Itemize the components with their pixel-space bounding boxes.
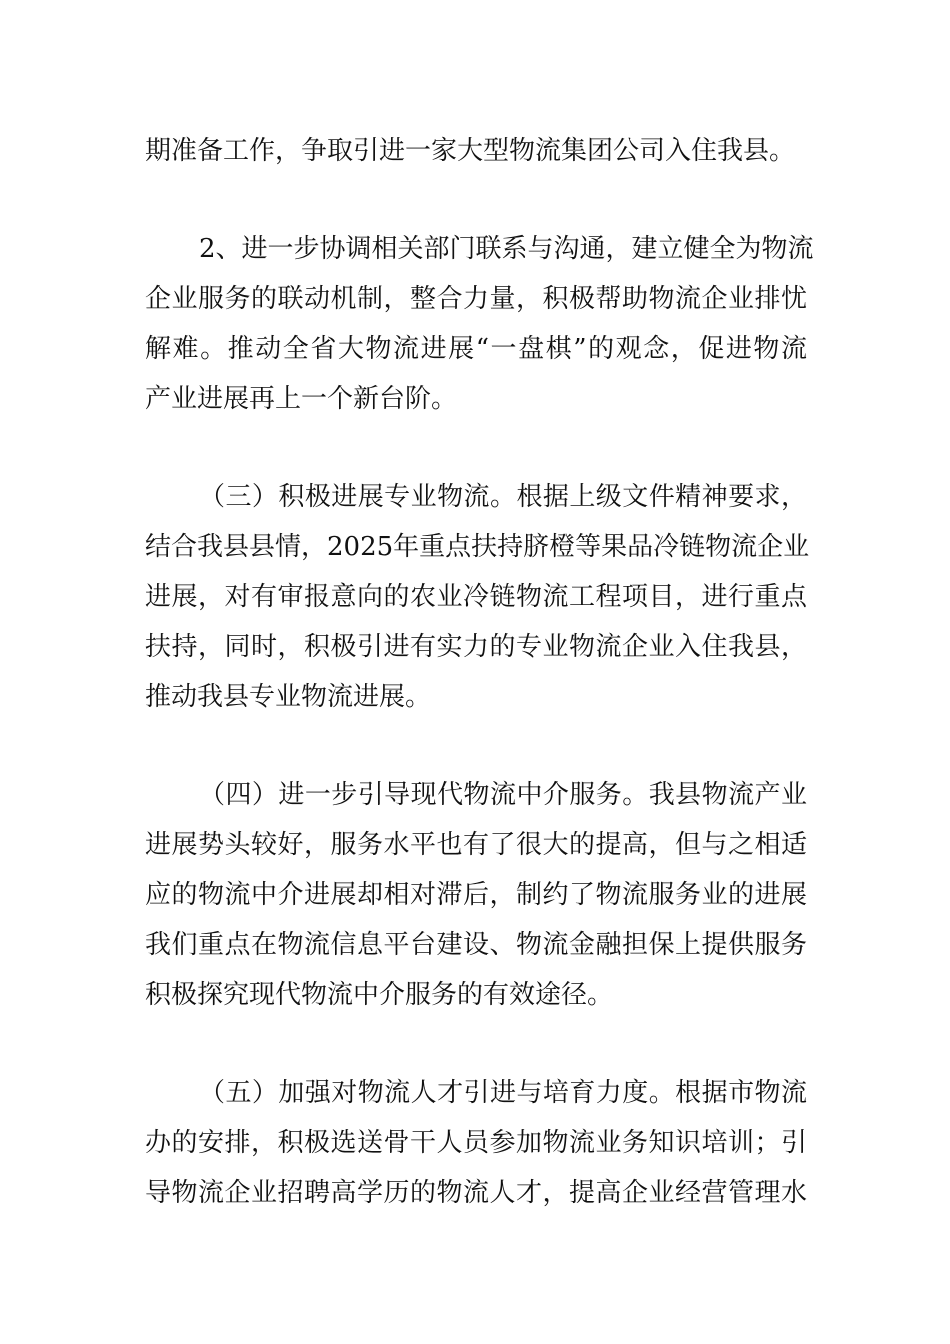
paragraph-4-line-2: 进展势头较好，服务水平也有了很大的提高，但与之相适 <box>145 830 807 860</box>
paragraph-3-line-3: 进展，对有审报意向的农业冷链物流工程项目，进行重点 <box>145 582 807 612</box>
paragraph-4-line-3: 应的物流中介进展却相对滞后，制约了物流服务业的进展 <box>145 880 807 910</box>
paragraph-2-line-4: 产业进展再上一个新台阶。 <box>145 384 458 414</box>
paragraph-2-line-2: 企业服务的联动机制，整合力量，积极帮助物流企业排忧 <box>145 284 807 314</box>
paragraph-2-line-3: 解难。推动全省大物流进展“一盘棋”的观念，促进物流 <box>145 334 807 364</box>
paragraph-5-line-1: （五）加强对物流人才引进与培育力度。根据市物流 <box>199 1078 807 1108</box>
paragraph-3-line-2: 结合我县县情，2025年重点扶持脐橙等果品冷链物流企业 <box>145 532 810 562</box>
paragraph-4-line-4: 我们重点在物流信息平台建设、物流金融担保上提供服务 <box>145 930 807 960</box>
paragraph-1-line-1: 期准备工作，争取引进一家大型物流集团公司入住我县。 <box>145 136 796 166</box>
paragraph-3-line-4: 扶持，同时，积极引进有实力的专业物流企业入住我县， <box>145 632 807 662</box>
paragraph-4-line-5: 积极探究现代物流中介服务的有效途径。 <box>145 980 614 1010</box>
paragraph-3-line-5: 推动我县专业物流进展。 <box>145 682 432 712</box>
paragraph-3-line-1: （三）积极进展专业物流。根据上级文件精神要求， <box>199 482 807 512</box>
paragraph-2-line-1: 2、进一步协调相关部门联系与沟通，建立健全为物流 <box>199 234 814 264</box>
paragraph-5-line-2: 办的安排，积极选送骨干人员参加物流业务知识培训；引 <box>145 1128 807 1158</box>
paragraph-5-line-3: 导物流企业招聘高学历的物流人才，提高企业经营管理水 <box>145 1178 807 1208</box>
paragraph-4-line-1: （四）进一步引导现代物流中介服务。我县物流产业 <box>199 780 807 810</box>
